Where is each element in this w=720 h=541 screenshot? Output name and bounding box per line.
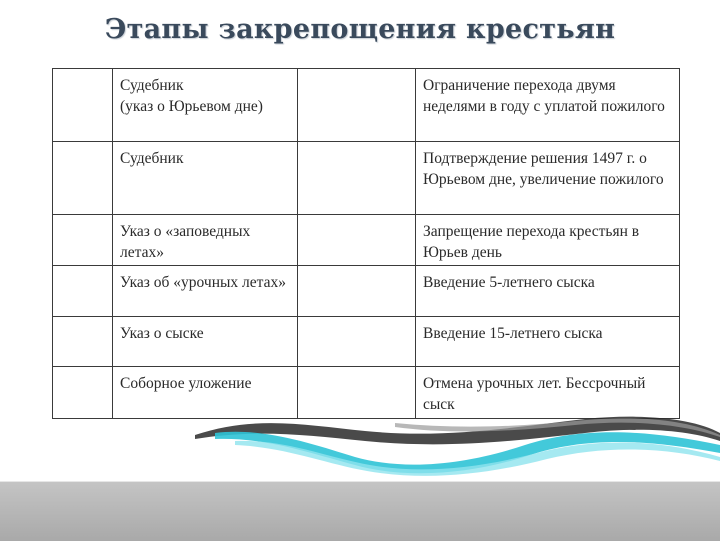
ruler-cell [298,69,416,142]
change-cell [416,215,680,266]
change-text: Введение 15-летнего сыска [423,325,603,342]
year-cell [53,215,113,266]
table-row [53,69,680,142]
document-cell [113,317,298,367]
year-cell [53,367,113,419]
year-cell [53,69,113,142]
table-row [53,266,680,317]
ruler-cell [298,266,416,317]
table-row [53,215,680,266]
document-text: Указ о «заповедных летах» [120,223,251,261]
document-text: Судебник [120,150,184,167]
year-cell [53,266,113,317]
document-text: Указ о сыске [120,325,204,342]
table-row [53,317,680,367]
change-text: Запрещение перехода крестьян в Юрьев день [423,223,640,261]
change-text: Введение 5-летнего сыска [423,274,595,291]
ruler-cell [298,317,416,367]
document-text: Соборное уложение [120,375,252,392]
table-row [53,142,680,215]
document-cell [113,69,298,142]
ruler-cell [298,142,416,215]
document-cell [113,266,298,317]
change-text: Отмена урочных лет. Бессрочный сыск [423,375,646,413]
change-cell [416,69,680,142]
document-cell [113,142,298,215]
change-text: Ограничение перехода двумя неделями в году с уплатой пожилого [423,77,665,115]
year-cell [53,317,113,367]
serfdom-stages-table [52,68,680,419]
ruler-cell [298,215,416,266]
change-cell [416,266,680,317]
decorative-wave-graphic [195,405,720,480]
change-text: Подтверждение решения 1497 г. о Юрьевом дне, увеличение пожилого [423,150,664,188]
document-text: Судебник (указ о Юрьевом дне) [120,77,263,115]
document-cell [113,215,298,266]
document-text: Указ об «урочных летах» [120,274,286,291]
bottom-bar [0,481,720,541]
year-cell [53,142,113,215]
change-cell [416,317,680,367]
slide-title: Этапы закрепощения крестьян [104,14,616,45]
change-cell [416,142,680,215]
